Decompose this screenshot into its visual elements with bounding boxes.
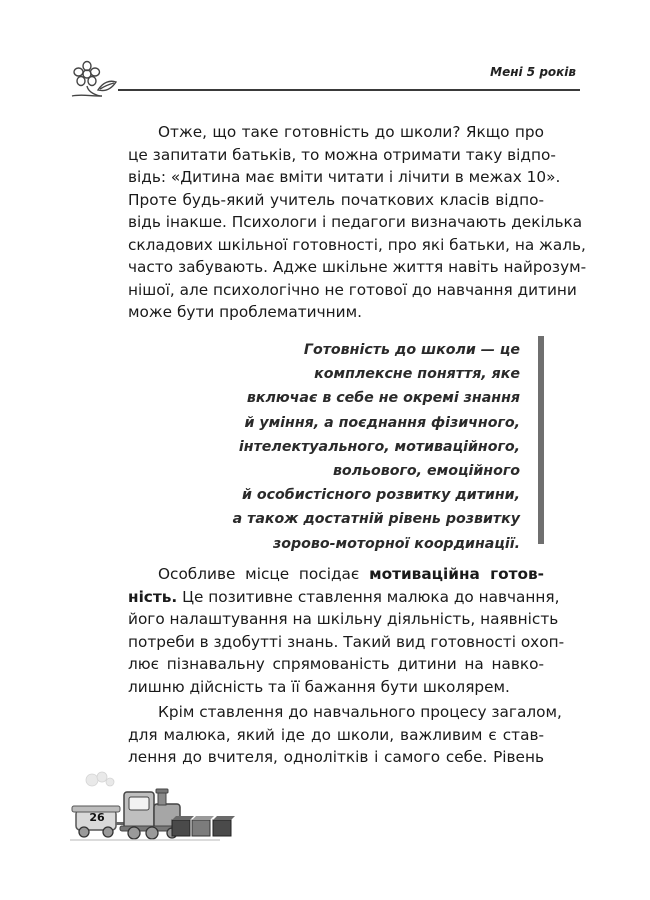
text-line [128,563,544,586]
quote-bar [538,336,544,544]
bold-term: мотиваційна готов- [369,565,544,583]
text-run: Особливе місце посідає [158,565,370,583]
text-line: лення до вчителя, однолітків і самого себе. Рівень [128,748,544,766]
text-line: для малюка, який іде до школи, важливим є став- [128,725,544,744]
text-line: складових шкільної готовності, про які батьки, на жаль, [128,235,586,254]
running-title: Мені 5 років [490,65,576,79]
text-line: потреби в здобутті знань. Такий вид готовності охоп- [128,632,565,651]
quote-line: Готовність до школи — це [303,342,520,358]
text-line: лишню дійсність та її бажання бути школярем. [128,677,510,696]
text-line: лює пізнавальну спрямованість дитини на навко- [128,655,544,673]
running-header [70,60,580,100]
quote-line: й уміння, а поєднання фізичного, [244,414,520,431]
text-line [128,586,560,609]
pull-quote [200,338,520,556]
text-run: Це позитивне ставлення малюка до навчання, [177,587,560,606]
quote-line: й особистісного розвитку дитини, [242,487,520,504]
text-line: це запитати батьків, то можна отримати таку відпо- [128,145,556,164]
header-rule [118,89,580,91]
page-number: 26 [89,811,105,824]
text-line: відь інакше. Психологи і педагоги визначають декілька [128,213,583,231]
quote-line: вольового, емоційного [332,463,520,480]
text-line: Отже, що таке готовність до школи? Якщо про [158,123,544,141]
quote-line: комплексне поняття, яке [314,366,520,383]
text-line: часто забувають. Адже шкільне життя навіть найрозум- [128,258,587,276]
toy-train-icon [70,770,240,845]
quote-line: а також достатній рівень розвитку [232,511,520,528]
quote-line: включає в себе не окремі знання [246,390,520,407]
flower-icon [70,60,120,100]
text-line: Крім ставлення до навчального процесу загалом, [158,703,562,721]
quote-line: інтелектуального, мотиваційного, [238,438,520,455]
bold-term: ність. [128,587,178,606]
paragraph-intro [128,121,587,324]
paragraph-motivation [128,563,565,698]
text-line: Проте будь-який учитель початкових класів відпо- [128,190,544,209]
quote-line: зорово-моторної координації. [272,535,520,552]
text-line: відь: «Дитина має вміти читати і лічити в межах 10». [128,168,561,186]
paragraph-attitude [128,701,562,769]
text-line: його налаштування на шкільну діяльність, наявність [128,610,559,628]
text-line: нішої, але психологічно не готової до навчання дитини [128,280,577,299]
text-line: може бути проблематичним. [128,303,362,321]
